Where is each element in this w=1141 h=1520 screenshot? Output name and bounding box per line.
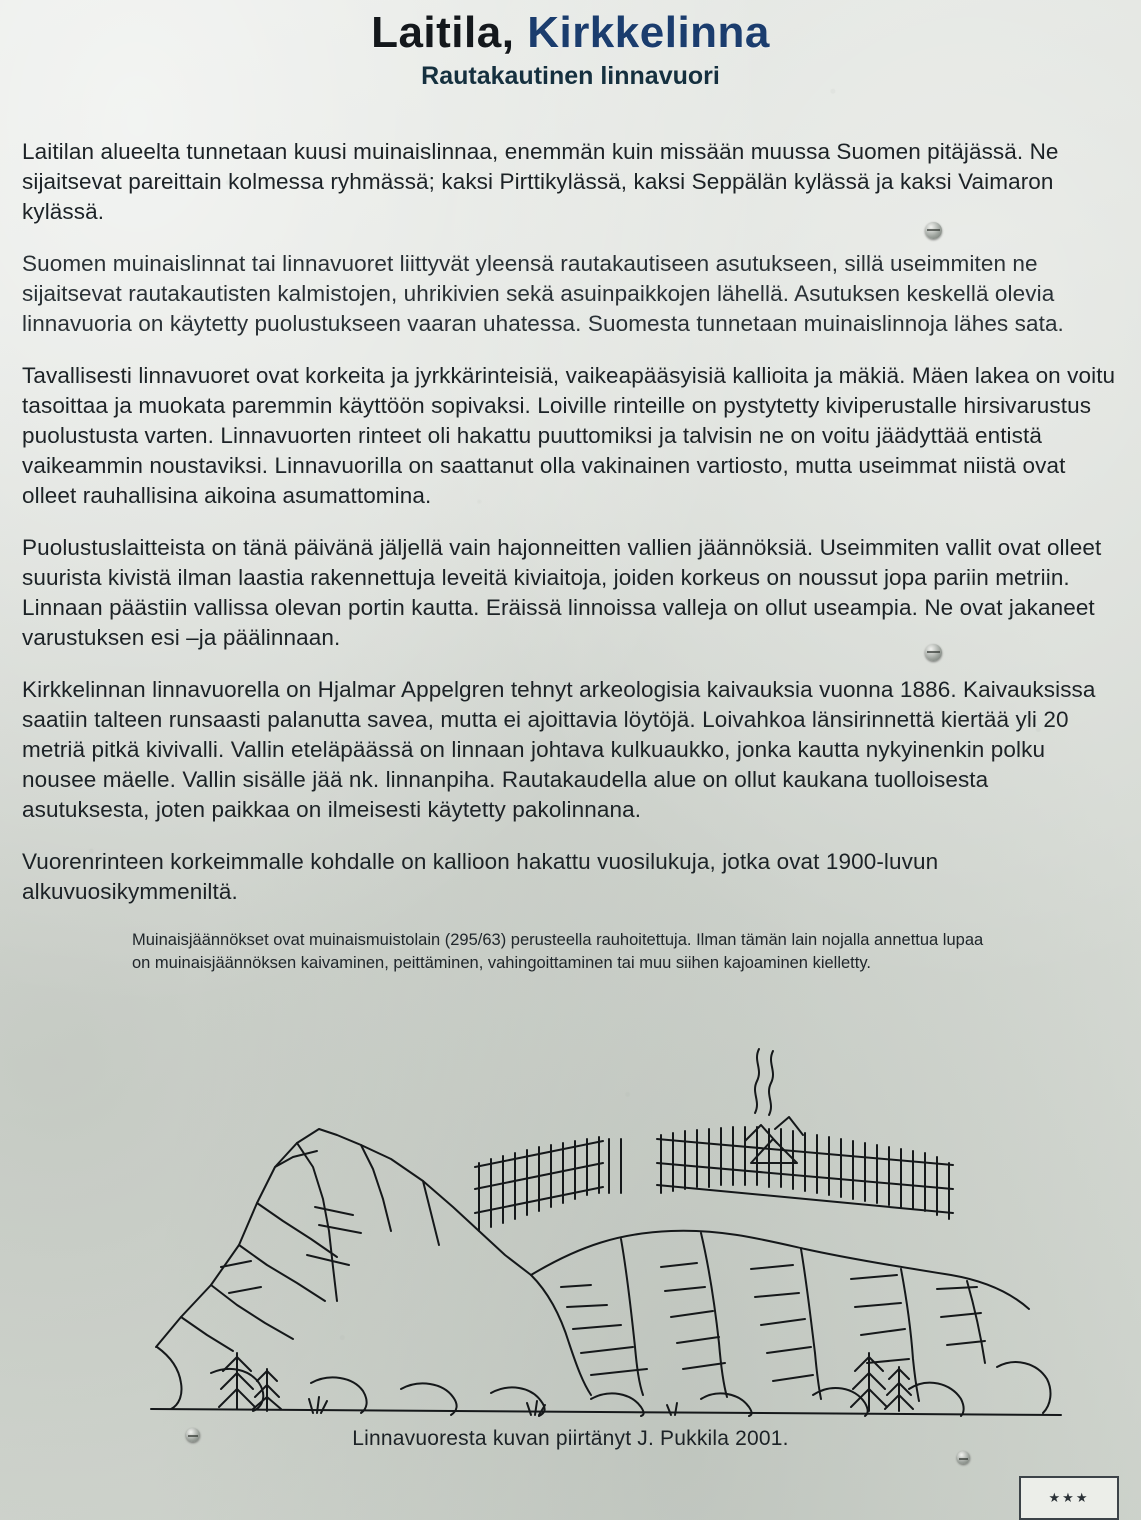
sign-content xyxy=(0,8,1141,1451)
body-text xyxy=(22,91,1119,975)
title-place: Laitila, xyxy=(371,8,515,57)
illustration-caption: Linnavuoresta kuvan piirtänyt J. Pukkila 2001. xyxy=(352,1427,789,1450)
mounting-screw xyxy=(925,644,942,661)
paragraph: Suomen muinaislinnat tai linnavuoret liittyvät yleensä rautakautiseen asutukseen, sillä useimmiten ne sijaitsevat rautakautisten kalmistojen, uhrikivien sekä asuinpaikkojen lähellä. Asutuksen keskellä olevia linnavuoria on käytetty puolustukseen vaaran uhatessa. Suomesta tunnetaan muinaislinnoja lähes sata. xyxy=(22,251,1064,336)
paragraph: Laitilan alueelta tunnetaan kuusi muinaislinnaa, enemmän kuin missään muussa Suomen pitäjässä. Ne sijaitsevat pareittain kolmessa ryhmässä; kaksi Pirttikylässä, kaksi Seppälän kylässä ja kaksi Vaimaron kylässä. xyxy=(22,139,1059,224)
paragraph: Kirkkelinnan linnavuorella on Hjalmar Appelgren tehnyt arkeologisia kaivauksia vuonna 1886. Kaivauksissa saatiin talteen runsaasti palanutta savea, mutta ei ajoittavia löytöjä. Loivahkoa länsirinnettä kiertää yli 20 metriä pitkä kivivalli. Vallin eteläpäässä on linnaan johtava kulkuaukko, jonka kautta nykyinenkin polku nousee mäelle. Vallin sisälle jää nk. linnanpiha. Rautakaudella alue on ollut kaukana tuolloisesta asutuksesta, joten paikkaa on ilmeisesti käytetty pakolinnana. xyxy=(22,677,1096,822)
mounting-screw xyxy=(925,222,942,239)
legal-notice: Muinaisjäännökset ovat muinaismuistolain (295/63) perusteella rauhoitettuja. Ilman tämän lain nojalla annettua lupaa on muinaisjäännöksen kaivaminen, peittäminen, vahingoittaminen tai muu siihen kajoaminen kielletty. xyxy=(132,931,984,972)
paragraph: Vuorenrinteen korkeimmalle kohdalle on kallioon hakattu vuosilukuja, jotka ovat 1900-luvun alkuvuosikymmeniltä. xyxy=(22,849,939,904)
page-title xyxy=(16,8,1125,58)
hillfort-illustration xyxy=(61,1017,1081,1417)
mounting-screw xyxy=(957,1451,970,1464)
title-site-name: Kirkkelinna xyxy=(527,8,770,57)
paragraph: Tavallisesti linnavuoret ovat korkeita ja jyrkkärinteisiä, vaikeapääsyisiä kallioita ja mäkiä. Mäen lakea on voitu tasoittaa ja muokata paremmin käyttöön sopivaksi. Loiville rinteille on pystytetty kiviperustalle hirsivarustus puolustusta varten. Linnavuorten rinteet oli hakattu puuttomiksi ja talvisin ne on voitu jäädyttää entistä vaikeammin noustaviksi. Linnavuorilla on saattanut olla vakinainen vartiosto, mutta useimmat niistä ovat olleet rauhallisina aikoina asumattomina. xyxy=(22,363,1116,508)
mounting-screw xyxy=(186,1428,200,1442)
corner-badge: ★★★ xyxy=(1019,1476,1119,1520)
page-subtitle: Rautakautinen linnavuori xyxy=(421,62,720,90)
hillfort-drawing xyxy=(61,1017,1081,1417)
paragraph: Puolustuslaitteista on tänä päivänä jäljellä vain hajonneitten vallien jäännöksiä. Useimmiten vallit ovat olleet suurista kivistä ilman laastia rakennettuja leveitä kiviaitoja, joiden korkeus on noussut jopa pariin metriin. Linnaan päästiin vallissa olevan portin kautta. Eräissä linnoissa valleja on ollut useampia. Ne ovat jakaneet varustuksen esi –ja päälinnaan. xyxy=(22,535,1102,650)
